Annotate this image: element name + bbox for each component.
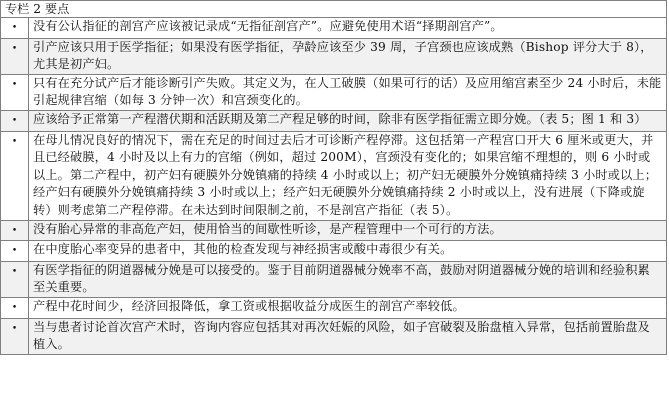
list-item: [1, 241, 667, 262]
list-item-text: 没有胎心异常的非高危产妇，使用恰当的间歇性听诊，是产程管理中一个可行的方法。: [29, 220, 667, 241]
list-item: [1, 261, 667, 297]
list-item-text: 在母儿情况良好的情况下，需在充足的时间过去后才可诊断产程停滞。这包括第一产程宫口开大 6 厘米或更大，并且已经破膜，4 小时及以上有力的宫缩（例如，超过 200M），宫颈没有变化的；如果宫缩不理想的，则 6 小时或以上。第二产程中，初产妇有硬膜外分娩镇痛的持续 4 小时或以上；初产妇无硬膜外分娩镇痛持续 3 小时或以上；经产妇有硬膜外分娩镇痛持续 3 小时或以上；经产妇无硬膜外分娩镇痛持续 2 小时或以上，没有进展（下降或旋转）则考虑第二产程停滞。在未达到时间限制之前，不是剖宫产指征（表 5）。: [29, 131, 667, 220]
list-item-text: 没有公认指征的剖宫产应该被记录成“无指征剖宫产”。应避免使用术语“择期剖宫产”。: [29, 18, 667, 39]
bullet-glyph: •: [11, 79, 18, 90]
bullet-glyph: •: [11, 302, 18, 313]
list-item-text: 当与患者讨论首次宫产术时，咨询内容应包括其对再次妊娠的风险，如子宫破裂及胎盘植入异常，包括前置胎盘及植入。: [29, 318, 667, 354]
bullet-glyph: •: [11, 266, 18, 277]
list-item: [1, 297, 667, 318]
bullet-icon: [1, 110, 29, 131]
bullet-glyph: •: [11, 323, 18, 334]
bullet-glyph: •: [11, 225, 18, 236]
list-item-text: 只有在充分试产后才能诊断引产失败。其定义为，在人工破膜（如果可行的话）及应用缩宫素至少 24 小时后，未能引起规律宫缩（如每 3 分钟一次）和宫颈变化的。: [29, 74, 667, 110]
bullet-glyph: •: [11, 115, 18, 126]
bullet-icon: [1, 297, 29, 318]
bullet-glyph: •: [11, 43, 18, 54]
list-item: [1, 38, 667, 74]
bullet-icon: [1, 38, 29, 74]
list-item: [1, 110, 667, 131]
bullet-icon: [1, 318, 29, 354]
list-item-text: 应该给予正常第一产程潜伏期和活跃期及第二产程足够的时间，除非有医学指征需立即分娩。（表 5；图 1 和 3）: [29, 110, 667, 131]
list-item: [1, 318, 667, 354]
list-item-text: 引产应该只用于医学指征；如果没有医学指征，孕龄应该至少 39 周，子宫颈也应该成熟（Bishop 评分大于 8），尤其是初产妇。: [29, 38, 667, 74]
bullet-icon: [1, 74, 29, 110]
box-title: 专栏 2 要点: [1, 1, 667, 18]
bullet-icon: [1, 261, 29, 297]
list-item-text: 在中度胎心率变异的患者中，其他的检查发现与神经损害或酸中毒很少有关。: [29, 241, 667, 262]
bullet-glyph: •: [11, 23, 18, 33]
bullet-icon: [1, 241, 29, 262]
list-item: [1, 220, 667, 241]
bullet-icon: [1, 220, 29, 241]
bullet-icon: [1, 131, 29, 220]
list-item: [1, 18, 667, 39]
list-item-text: 有医学指征的阴道器械分娩是可以接受的。鉴于目前阴道器械分娩率不高，鼓励对阴道器械分娩的培训和经验积累至关重要。: [29, 261, 667, 297]
bullet-glyph: •: [11, 246, 18, 257]
box-header-row: [1, 1, 667, 18]
list-item-text: 产程中花时间少，经济回报降低，拿工资或根据收益分成医生的剖宫产率较低。: [29, 297, 667, 318]
bullet-glyph: •: [11, 136, 18, 147]
list-item: [1, 131, 667, 220]
list-item: [1, 74, 667, 110]
bullet-icon: [1, 18, 29, 39]
